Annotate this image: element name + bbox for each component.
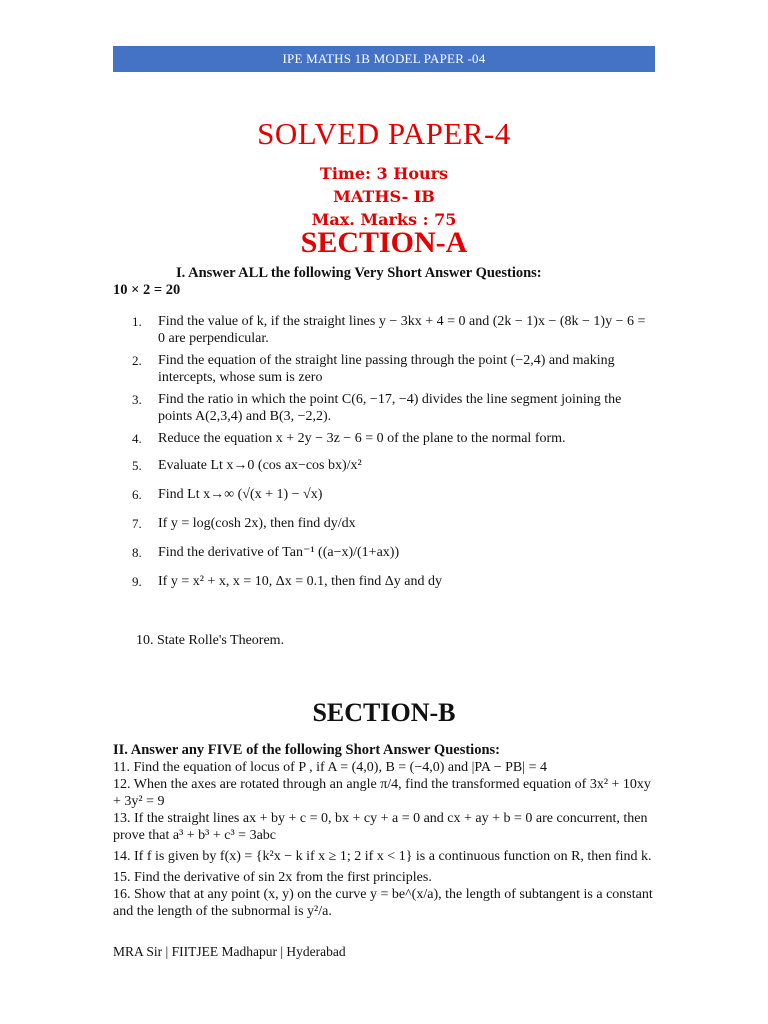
question-6: 6. Find Lt x→∞ (√(x + 1) − √x) [132, 487, 323, 502]
section-a-heading: SECTION-A [300, 226, 468, 259]
question-11: 11. Find the equation of locus of P , if A = (4,0), B = (−4,0) and |PA − PB| = 4 [113, 760, 547, 775]
header-banner: IPE MATHS 1B MODEL PAPER -04 [113, 46, 655, 72]
section-a-instruction: I. Answer ALL the following Very Short Answer Questions: [176, 265, 542, 281]
question-3: 3. Find the ratio in which the point C(6, −17, −4) divides the line segment joining the points A(2,3,4) and B(3, −2,2). [132, 392, 622, 424]
question-2: 2. Find the equation of the straight line passing through the point (−2,4) and making intercepts, whose sum is zero [132, 353, 615, 385]
section-b-heading: SECTION-B [312, 698, 456, 727]
question-5: 5. Evaluate Lt x→0 (cos ax−cos bx)/x² [132, 458, 362, 473]
section-b-instruction: II. Answer any FIVE of the following Short Answer Questions: [113, 742, 500, 758]
question-16: 16. Show that at any point (x, y) on the curve y = be^(x/a), the length of subtangent is a constant and the length of the subnormal is y²/a. [113, 887, 653, 919]
question-10: 10. State Rolle's Theorem. [136, 633, 285, 648]
subject-label: MATHS- IB [333, 187, 435, 206]
question-9: 9. If y = x² + x, x = 10, Δx = 0.1, then find Δy and dy [132, 574, 442, 589]
question-7: 7. If y = log(cosh 2x), then find dy/dx [132, 516, 356, 531]
question-4: 4. Reduce the equation x + 2y − 3z − 6 = 0 of the plane to the normal form. [132, 431, 566, 446]
question-14: 14. If f is given by f(x) = {k²x − k if x ≥ 1; 2 if x < 1} is a continuous function on R, then find k. [113, 849, 652, 864]
footer-credit: MRA Sir | FIITJEE Madhapur | Hyderabad [113, 944, 346, 959]
question-1: 1. Find the value of k, if the straight lines y − 3kx + 4 = 0 and (2k − 1)x − (8k − 1)y − 6 = 0 are perpendicular. [132, 314, 646, 346]
section-a-questions [132, 313, 652, 595]
question-15: 15. Find the derivative of sin 2x from the first principles. [113, 870, 432, 885]
page-title: SOLVED PAPER-4 [257, 116, 511, 151]
question-13: 13. If the straight lines ax + by + c = 0, bx + cy + a = 0 and cx + ay + b = 0 are concurrent, then prove that a³ + b³ + c³ = 3abc [113, 811, 648, 843]
section-a-marks: 10 × 2 = 20 [113, 282, 181, 298]
question-12: 12. When the axes are rotated through an angle π/4, find the transformed equation of 3x² + 10xy + 3y² = 9 [113, 777, 651, 809]
time-label: Time: 3 Hours [319, 164, 449, 183]
question-8: 8. Find the derivative of Tan⁻¹ ((a−x)/(1+ax)) [132, 545, 400, 560]
max-marks-label: Max. Marks : 75 [311, 210, 457, 229]
section-b-questions [113, 759, 653, 920]
